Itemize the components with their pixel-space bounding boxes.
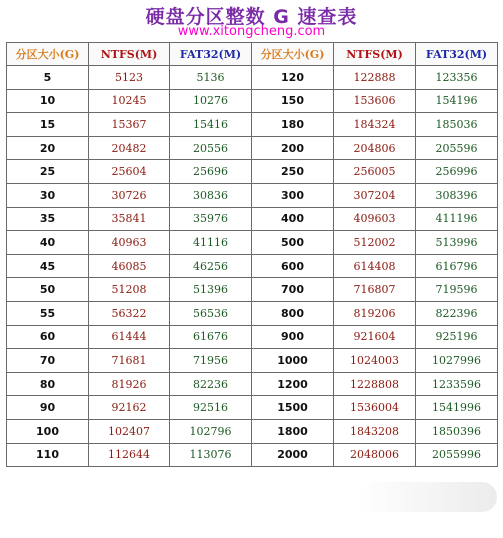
left-size-cell: 20	[7, 136, 89, 160]
left-ntfs-cell: 81926	[89, 372, 170, 396]
right-size-cell: 300	[252, 183, 334, 207]
left-size-cell: 80	[7, 372, 89, 396]
right-ntfs-cell: 153606	[334, 89, 416, 113]
right-size-cell: 200	[252, 136, 334, 160]
left-ntfs-cell: 71681	[89, 349, 170, 373]
header-size-left: 分区大小(G)	[7, 43, 89, 66]
table-row	[7, 254, 498, 278]
right-ntfs-cell: 1843208	[334, 419, 416, 443]
site-url: www.xitongcheng.com	[177, 24, 326, 39]
left-size-cell: 25	[7, 160, 89, 184]
table-row	[7, 301, 498, 325]
left-size-cell: 35	[7, 207, 89, 231]
left-fat32-cell: 82236	[170, 372, 252, 396]
right-size-cell: 500	[252, 231, 334, 255]
table-row	[7, 325, 498, 349]
left-ntfs-cell: 35841	[89, 207, 170, 231]
table-row	[7, 207, 498, 231]
right-ntfs-cell: 184324	[334, 113, 416, 137]
left-fat32-cell: 30836	[170, 183, 252, 207]
right-size-cell: 900	[252, 325, 334, 349]
left-fat32-cell: 56536	[170, 301, 252, 325]
right-fat32-cell: 154196	[416, 89, 498, 113]
header-ntfs-right: NTFS(M)	[334, 43, 416, 66]
left-size-cell: 15	[7, 113, 89, 137]
table-row	[7, 136, 498, 160]
left-fat32-cell: 71956	[170, 349, 252, 373]
right-ntfs-cell: 1024003	[334, 349, 416, 373]
left-size-cell: 40	[7, 231, 89, 255]
left-size-cell: 30	[7, 183, 89, 207]
right-size-cell: 1000	[252, 349, 334, 373]
right-fat32-cell: 308396	[416, 183, 498, 207]
right-size-cell: 600	[252, 254, 334, 278]
left-ntfs-cell: 112644	[89, 443, 170, 467]
table-row	[7, 89, 498, 113]
table-row	[7, 183, 498, 207]
right-fat32-cell: 925196	[416, 325, 498, 349]
left-size-cell: 100	[7, 419, 89, 443]
left-ntfs-cell: 20482	[89, 136, 170, 160]
left-ntfs-cell: 46085	[89, 254, 170, 278]
left-ntfs-cell: 61444	[89, 325, 170, 349]
right-size-cell: 180	[252, 113, 334, 137]
left-ntfs-cell: 25604	[89, 160, 170, 184]
left-fat32-cell: 61676	[170, 325, 252, 349]
header-fat32-right: FAT32(M)	[416, 43, 498, 66]
right-ntfs-cell: 921604	[334, 325, 416, 349]
right-size-cell: 120	[252, 66, 334, 90]
right-fat32-cell: 185036	[416, 113, 498, 137]
left-fat32-cell: 5136	[170, 66, 252, 90]
right-ntfs-cell: 2048006	[334, 443, 416, 467]
right-ntfs-cell: 409603	[334, 207, 416, 231]
right-fat32-cell: 513996	[416, 231, 498, 255]
table-row	[7, 396, 498, 420]
watermark-shape	[357, 482, 497, 512]
right-fat32-cell: 205596	[416, 136, 498, 160]
left-ntfs-cell: 5123	[89, 66, 170, 90]
header-size-right: 分区大小(G)	[252, 43, 334, 66]
left-ntfs-cell: 10245	[89, 89, 170, 113]
table-row	[7, 160, 498, 184]
left-size-cell: 90	[7, 396, 89, 420]
table-row	[7, 419, 498, 443]
left-fat32-cell: 51396	[170, 278, 252, 302]
left-size-cell: 110	[7, 443, 89, 467]
right-fat32-cell: 1541996	[416, 396, 498, 420]
right-ntfs-cell: 614408	[334, 254, 416, 278]
left-fat32-cell: 15416	[170, 113, 252, 137]
right-fat32-cell: 256996	[416, 160, 498, 184]
header-ntfs-left: NTFS(M)	[89, 43, 170, 66]
left-ntfs-cell: 15367	[89, 113, 170, 137]
left-size-cell: 10	[7, 89, 89, 113]
table-row	[7, 113, 498, 137]
right-fat32-cell: 123356	[416, 66, 498, 90]
left-size-cell: 5	[7, 66, 89, 90]
left-size-cell: 60	[7, 325, 89, 349]
right-ntfs-cell: 1228808	[334, 372, 416, 396]
left-size-cell: 50	[7, 278, 89, 302]
right-ntfs-cell: 1536004	[334, 396, 416, 420]
table-row	[7, 372, 498, 396]
right-ntfs-cell: 122888	[334, 66, 416, 90]
right-ntfs-cell: 204806	[334, 136, 416, 160]
left-fat32-cell: 20556	[170, 136, 252, 160]
right-fat32-cell: 2055996	[416, 443, 498, 467]
left-size-cell: 45	[7, 254, 89, 278]
left-ntfs-cell: 56322	[89, 301, 170, 325]
right-size-cell: 1200	[252, 372, 334, 396]
left-fat32-cell: 10276	[170, 89, 252, 113]
right-fat32-cell: 719596	[416, 278, 498, 302]
left-size-cell: 55	[7, 301, 89, 325]
right-ntfs-cell: 307204	[334, 183, 416, 207]
left-fat32-cell: 113076	[170, 443, 252, 467]
right-ntfs-cell: 512002	[334, 231, 416, 255]
right-ntfs-cell: 819206	[334, 301, 416, 325]
right-ntfs-cell: 256005	[334, 160, 416, 184]
table-row	[7, 66, 498, 90]
left-ntfs-cell: 92162	[89, 396, 170, 420]
right-size-cell: 250	[252, 160, 334, 184]
right-size-cell: 800	[252, 301, 334, 325]
left-fat32-cell: 41116	[170, 231, 252, 255]
left-ntfs-cell: 102407	[89, 419, 170, 443]
table-row	[7, 443, 498, 467]
right-fat32-cell: 616796	[416, 254, 498, 278]
left-size-cell: 70	[7, 349, 89, 373]
left-fat32-cell: 46256	[170, 254, 252, 278]
left-ntfs-cell: 40963	[89, 231, 170, 255]
table-header-row	[7, 43, 498, 66]
table-row	[7, 231, 498, 255]
left-ntfs-cell: 51208	[89, 278, 170, 302]
left-fat32-cell: 25696	[170, 160, 252, 184]
partition-table	[6, 42, 498, 467]
page-title: 硬盘分区整数 G 速查表	[145, 6, 358, 28]
right-size-cell: 1500	[252, 396, 334, 420]
right-size-cell: 400	[252, 207, 334, 231]
table-row	[7, 349, 498, 373]
table-row	[7, 278, 498, 302]
right-size-cell: 2000	[252, 443, 334, 467]
right-size-cell: 150	[252, 89, 334, 113]
right-fat32-cell: 822396	[416, 301, 498, 325]
right-size-cell: 700	[252, 278, 334, 302]
right-fat32-cell: 1027996	[416, 349, 498, 373]
right-size-cell: 1800	[252, 419, 334, 443]
right-fat32-cell: 1233596	[416, 372, 498, 396]
left-fat32-cell: 35976	[170, 207, 252, 231]
header-fat32-left: FAT32(M)	[170, 43, 252, 66]
right-ntfs-cell: 716807	[334, 278, 416, 302]
left-ntfs-cell: 30726	[89, 183, 170, 207]
right-fat32-cell: 411196	[416, 207, 498, 231]
right-fat32-cell: 1850396	[416, 419, 498, 443]
left-fat32-cell: 102796	[170, 419, 252, 443]
left-fat32-cell: 92516	[170, 396, 252, 420]
